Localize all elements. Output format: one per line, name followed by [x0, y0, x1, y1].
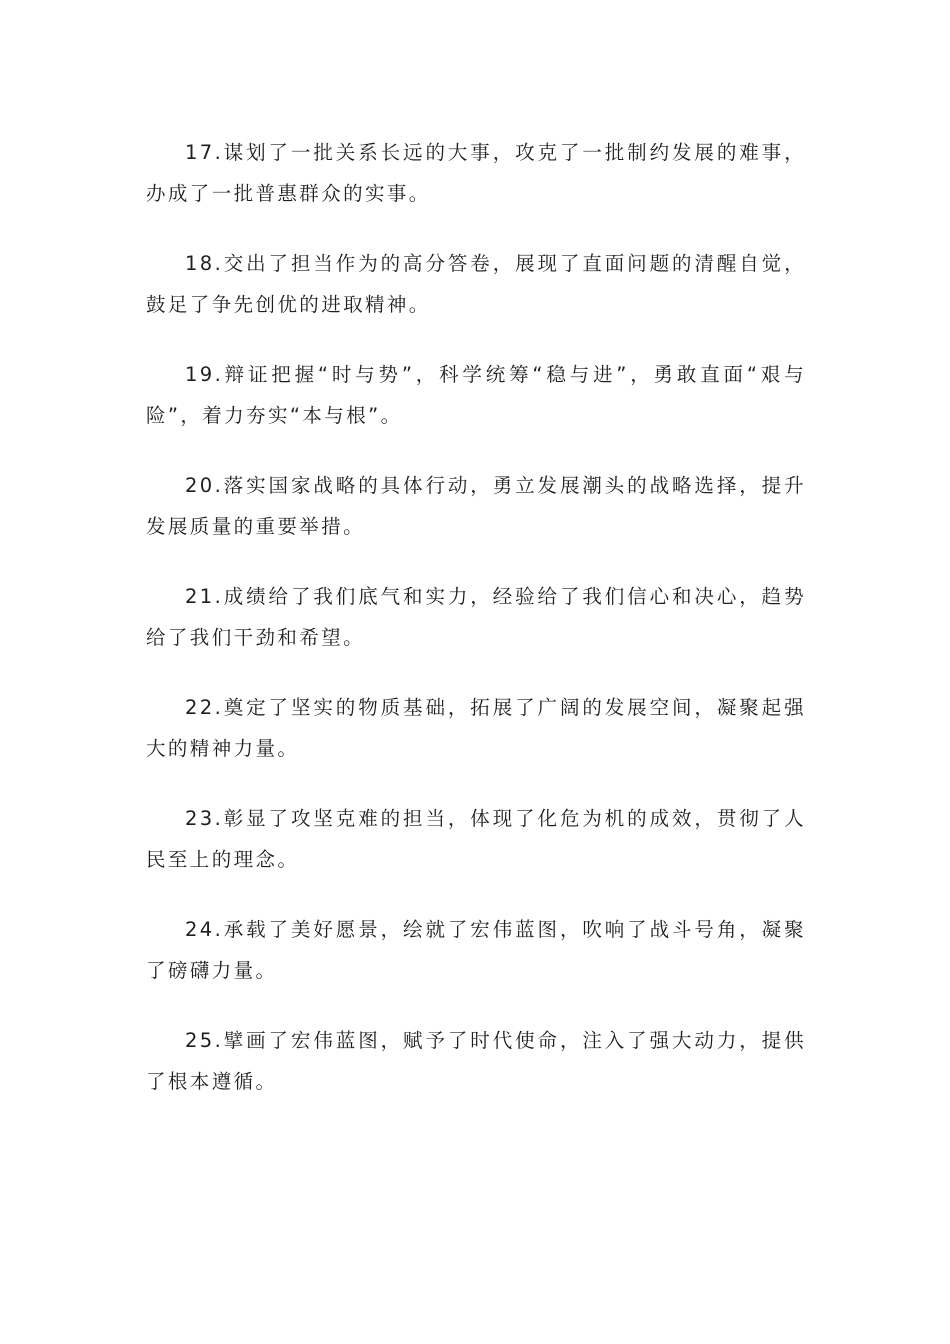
paragraph-22: 22.奠定了坚实的物质基础，拓展了广阔的发展空间，凝聚起强大的精神力量。 [146, 696, 806, 760]
paragraph-20: 20.落实国家战略的具体行动，勇立发展潮头的战略选择，提升发展质量的重要举措。 [146, 474, 806, 538]
paragraph-24: 24.承载了美好愿景，绘就了宏伟蓝图，吹响了战斗号角，凝聚了磅礴力量。 [146, 918, 806, 982]
paragraph-17: 17.谋划了一批关系长远的大事，攻克了一批制约发展的难事，办成了一批普惠群众的实事。 [146, 141, 806, 205]
paragraph-18: 18.交出了担当作为的高分答卷，展现了直面问题的清醒自觉，鼓足了争先创优的进取精神。 [146, 252, 806, 316]
paragraph-19: 19.辩证把握“时与势”，科学统筹“稳与进”，勇敢直面“艰与险”，着力夯实“本与根”。 [146, 363, 806, 427]
document-body [146, 132, 806, 1131]
paragraph-23: 23.彰显了攻坚克难的担当，体现了化危为机的成效，贯彻了人民至上的理念。 [146, 807, 806, 871]
paragraph-21: 21.成绩给了我们底气和实力，经验给了我们信心和决心，趋势给了我们干劲和希望。 [146, 585, 806, 649]
paragraph-25: 25.擘画了宏伟蓝图，赋予了时代使命，注入了强大动力，提供了根本遵循。 [146, 1029, 806, 1093]
